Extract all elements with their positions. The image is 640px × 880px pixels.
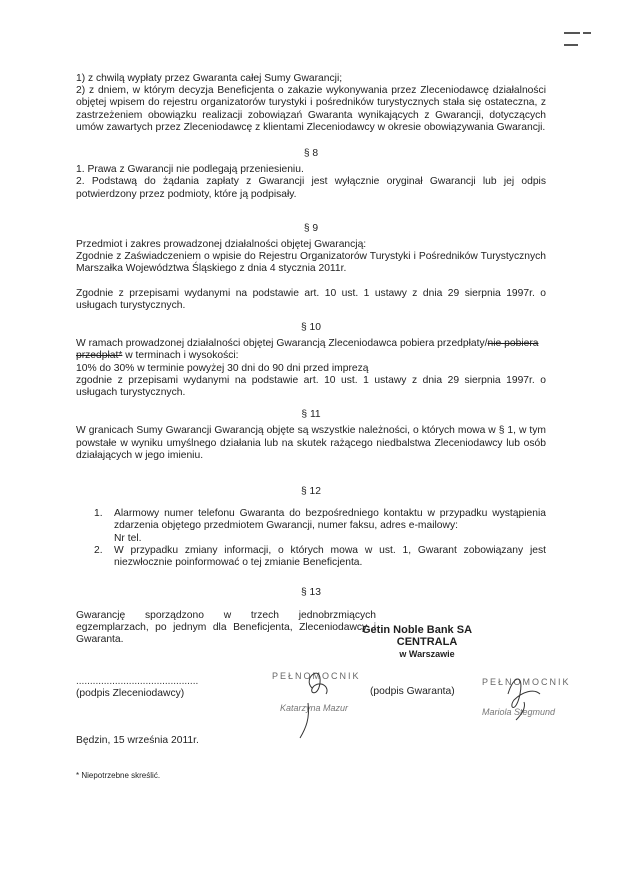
section8-p1: 1. Prawa z Gwarancji nie podlegają przeniesieniu.: [76, 164, 304, 176]
section10-heading: § 10: [300, 322, 322, 334]
section12-heading: § 12: [300, 486, 322, 498]
label-gwaranta: (podpis Gwaranta): [370, 686, 455, 697]
section11-heading: § 11: [301, 409, 321, 421]
section8-p2: 2. Podstawą do żądania zapłaty z Gwarancji jest wyłącznie oryginał Gwarancji lub jej odpis potwierdzony przez podmioty, które ją podpisały.: [76, 176, 546, 200]
section10-p1: W ramach prowadzonej działalności objętej Gwarancją Zleceniodawca pobiera przedpłaty/nie pobiera przedpłat* w terminach i wysokości:: [76, 338, 539, 362]
footnote: * Niepotrzebne skreślić.: [76, 771, 161, 780]
section13-heading: § 13: [300, 587, 322, 599]
section10-p2: 10% do 30% w terminie powyżej 30 dni do 90 dni przed imprezą: [76, 362, 369, 374]
section9-heading: § 9: [303, 222, 319, 234]
struck-text: nie pobiera przedpłat*: [76, 338, 539, 362]
date-line: Będzin, 15 września 2011r.: [76, 735, 199, 746]
section9-p3: Zgodnie z przepisami wydanymi na podstawie art. 10 ust. 1 ustawy z dnia 29 sierpnia 1997r. o usługach turystycznych.: [76, 287, 546, 311]
section9-p1: Przedmiot i zakres prowadzonej działalności objętej Gwarancją:: [76, 239, 367, 251]
signature-line-left: ............................................: [76, 676, 199, 687]
proxy-stamp-1: PEŁNOMOCNIK: [272, 671, 361, 681]
scan-mark: [564, 28, 610, 32]
section9-p2: Zgodnie z Zaświadczeniem o wpisie do Rejestru Organizatorów Turystyki i Pośredników Turystycznych Marszałka Województwa Śląskiego z dnia 4 stycznia 2011r.: [76, 251, 546, 275]
proxy-stamp-2: PEŁNOMOCNIK: [482, 677, 571, 687]
bank-stamp: Getin Noble Bank SA CENTRALA w Warszawie: [362, 624, 473, 659]
document-body: [76, 73, 546, 646]
list-item: 2. W przypadku zmiany informacji, o których mowa w ust. 1, Gwarant zobowiązany jest niezwłocznie poinformować o tej zmianie Beneficjenta.: [94, 544, 546, 569]
section8-heading: § 8: [303, 148, 319, 160]
section7-item1: 1) z chwilą wypłaty przez Gwaranta całej Sumy Gwarancji;: [76, 73, 343, 84]
signer-name-2: Mariola Stegmund: [482, 707, 556, 717]
signature-2: [494, 664, 564, 724]
signer-name-1: Katarzyna Mazur: [280, 703, 349, 713]
list-item: 1. Alarmowy numer telefonu Gwaranta do bezpośredniego kontaktu w przypadku wystąpienia zdarzenia objętego przedmiotem Gwarancji, numer faksu, adres e-mailowy: Nr tel.: [94, 508, 546, 544]
label-zleceniodawcy: (podpis Zleceniodawcy): [76, 688, 185, 699]
section7-item2: 2) z dniem, w którym decyzja Beneficjenta o zakazie wykonywania przez Zleceniodawcę działalności objętej wpisem do rejestru organizatorów turystyki i pośredników turystycznych stała się ostateczna, z zastrzeżeniem obowiązku realizacji zobowiązań Gwaranta wynikających z Gwarancji, dotyczących umów zawartych przez Zleceniodawcę z klientami Zleceniodawcy w okresie obowiązywania Gwarancji.: [76, 85, 546, 133]
signature-1: [292, 658, 352, 742]
section11-p1: W granicach Sumy Gwarancji Gwarancją objęte są wszystkie należności, o których mowa w § 1, w tym powstałe w wyniku umyślnego działania lub na skutek rażącego niedbalstwa Zleceniodawcy lub osób działających w jego imieniu.: [76, 425, 546, 461]
section13-p1: Gwarancję sporządzono w trzech jednobrzmiących egzemplarzach, po jednym dla Beneficjenta, Zleceniodawcy i Gwaranta.: [76, 609, 376, 645]
section10-p3: zgodnie z przepisami wydanymi na podstawie art. 10 ust. 1 ustawy z dnia 29 sierpnia 1997r. o usługach turystycznych.: [76, 374, 546, 399]
